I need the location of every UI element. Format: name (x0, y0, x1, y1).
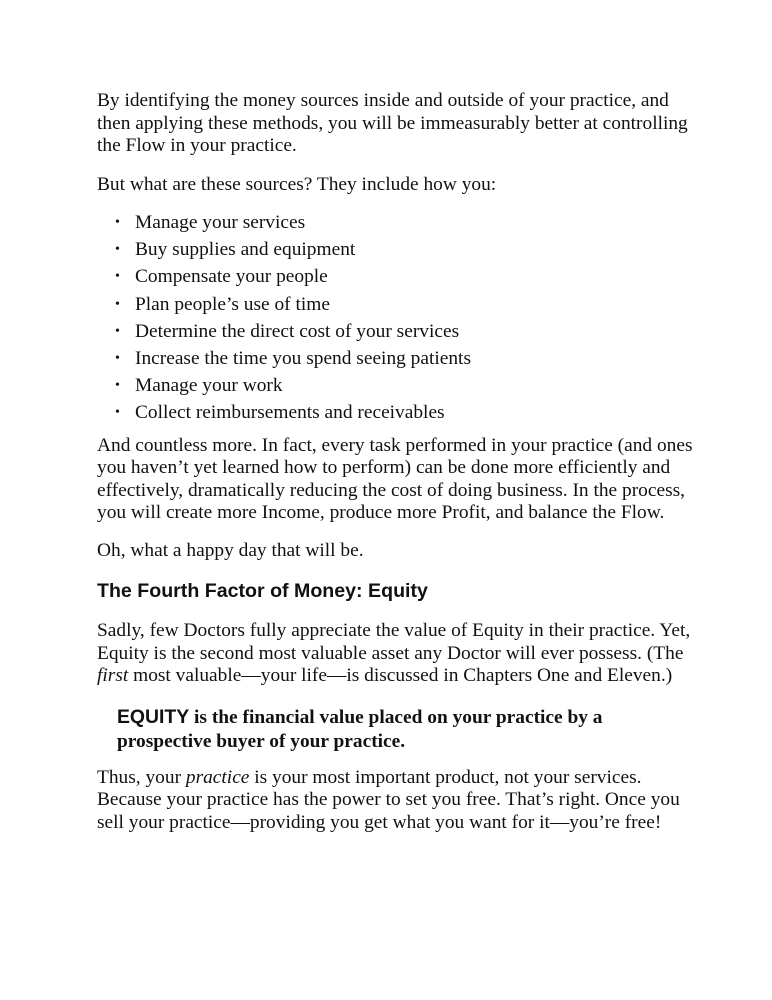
bullet-icon: • (115, 242, 120, 258)
emphasis-first: first (97, 665, 129, 687)
equity-paragraph: Sadly, few Doctors fully appreciate the value of Equity in their practice. Yet, Equity is the second most valuable asset any Doctor will ever possess. (The first most valuable—your life—is discussed in Chapters One and Eleven.) (97, 620, 691, 687)
happy-day-paragraph: Oh, what a happy day that will be. (97, 539, 364, 561)
definition-term: EQUITY (117, 705, 190, 728)
document-page (97, 90, 697, 834)
practice-paragraph: Thus, your practice is your most important product, not your services. Because your practice has the power to set you free. That’s right. Once you sell your practice—providing you get what you want for it—you’re free! (97, 766, 680, 833)
list-item: • Collect reimbursements and receivables (97, 399, 697, 426)
bullet-icon: • (115, 323, 120, 339)
sources-list (97, 209, 697, 427)
list-item: • Increase the time you spend seeing patients (97, 345, 697, 372)
emphasis-practice: practice (185, 766, 250, 788)
bullet-icon: • (115, 296, 120, 312)
intro-paragraph: By identifying the money sources inside and outside of your practice, and then applying these methods, you will be immeasurably better at controlling the Flow in your practice. (97, 90, 688, 156)
list-item: • Determine the direct cost of your services (97, 318, 697, 345)
bullet-icon: • (115, 405, 120, 421)
equity-definition (117, 705, 697, 754)
sources-question: But what are these sources? They include how you: (97, 173, 497, 195)
list-item: • Buy supplies and equipment (97, 236, 697, 263)
list-item: • Plan people’s use of time (97, 291, 697, 318)
bullet-icon: • (115, 215, 120, 230)
section-heading: The Fourth Factor of Money: Equity (97, 580, 428, 603)
list-item: • Manage your work (97, 372, 697, 399)
bullet-icon: • (115, 378, 120, 394)
list-item: • Manage your services (97, 209, 697, 236)
bullet-icon: • (115, 351, 120, 367)
definition-text: is the financial value placed on your practice by a prospective buyer of your practice. (117, 706, 603, 752)
countless-paragraph: And countless more. In fact, every task performed in your practice (and ones you haven’t yet learned how to perform) can be done more efficiently and effectively, dramatically reducing the cost of doing business. In the process, you will create more Income, produce more Profit, and balance the Flow. (97, 434, 693, 524)
bullet-icon: • (115, 269, 120, 285)
list-item: • Compensate your people (97, 263, 697, 290)
